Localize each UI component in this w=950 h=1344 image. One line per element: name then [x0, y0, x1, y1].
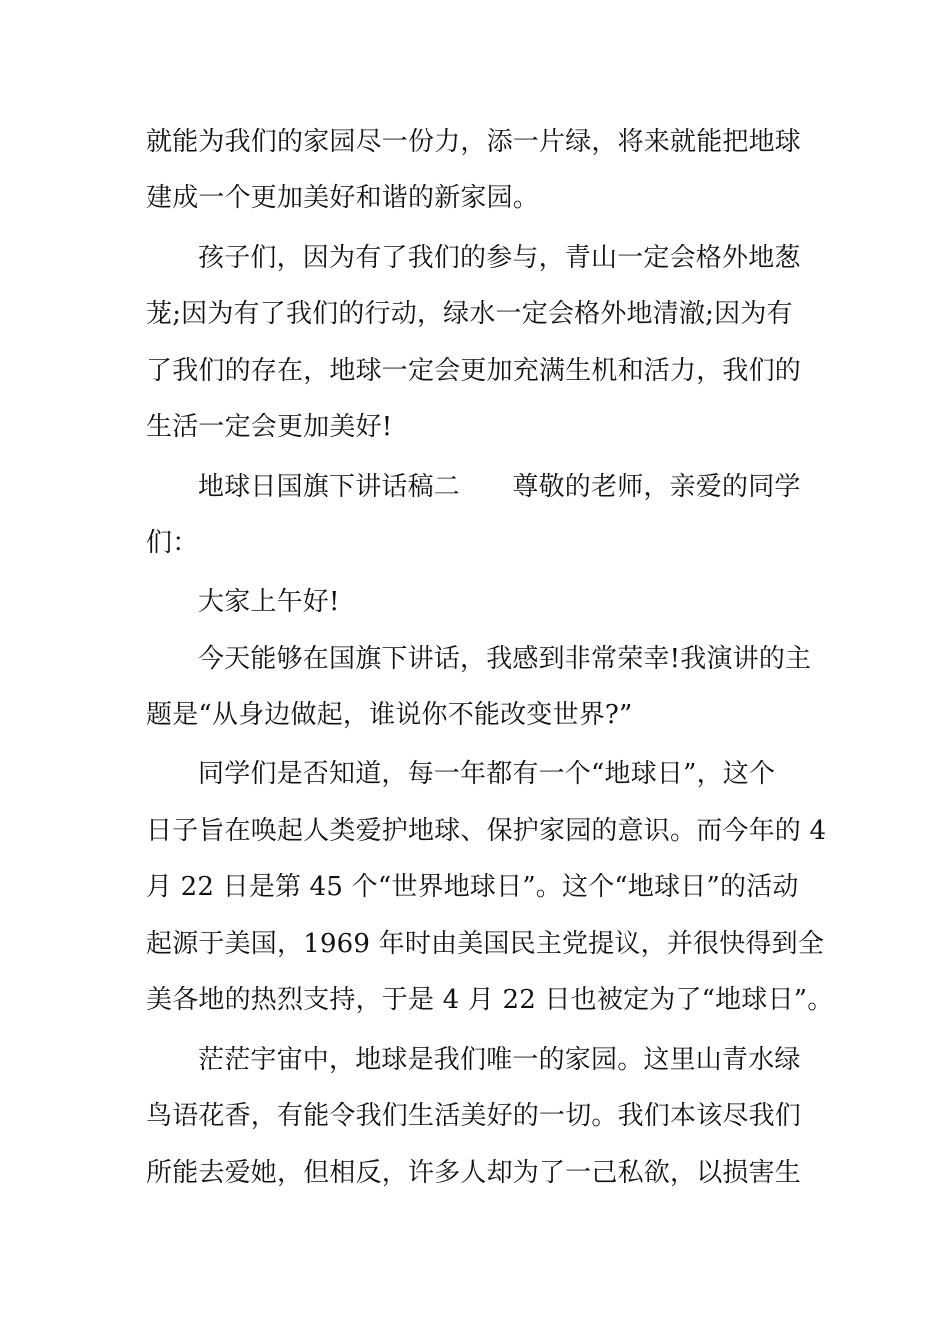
paragraph-start: 今天能够在国旗下讲话，我感到非常荣幸!我演讲的主	[198, 644, 812, 674]
text-line: 建成一个更加美好和谐的新家园。	[146, 183, 540, 213]
paragraph-start: 大家上午好!	[198, 587, 340, 617]
text-line: 鸟语花香，有能令我们生活美好的一切。我们本该尽我们	[146, 1101, 802, 1131]
text-line: 了我们的存在，地球一定会更加充满生机和活力，我们的	[146, 356, 802, 386]
text-line: 们：	[146, 528, 199, 558]
text-line: 起源于美国，1969 年时由美国民主党提议，并很快得到全	[146, 929, 825, 959]
text-line: 月 22 日是第 45 个“世界地球日”。这个“地球日”的活动	[146, 872, 799, 902]
text-line: 生活一定会更加美好!	[146, 412, 393, 442]
paragraph-start: 孩子们，因为有了我们的参与，青山一定会格外地葱	[198, 243, 801, 273]
paragraph-start: 同学们是否知道，每一年都有一个“地球日”，这个	[198, 759, 776, 789]
text-line: 题是“从身边做起，谁说你不能改变世界?”	[146, 700, 633, 730]
text-line: 美各地的热烈支持，于是 4 月 22 日也被定为了“地球日”。	[146, 985, 834, 1015]
paragraph-start: 茫茫宇宙中，地球是我们唯一的家园。这里山青水绿	[198, 1045, 801, 1075]
text-line: 所能去爱她，但相反，许多人却为了一己私欲，以损害生	[146, 1158, 802, 1188]
text-line: 就能为我们的家园尽一份力，添一片绿，将来就能把地球	[146, 127, 802, 157]
paragraph-start: 地球日国旗下讲话稿二 尊敬的老师，亲爱的同学	[198, 472, 801, 502]
text-line: 茏;因为有了我们的行动，绿水一定会格外地清澈;因为有	[146, 299, 793, 329]
text-line: 日子旨在唤起人类爱护地球、保护家园的意识。而今年的 4	[146, 816, 827, 846]
